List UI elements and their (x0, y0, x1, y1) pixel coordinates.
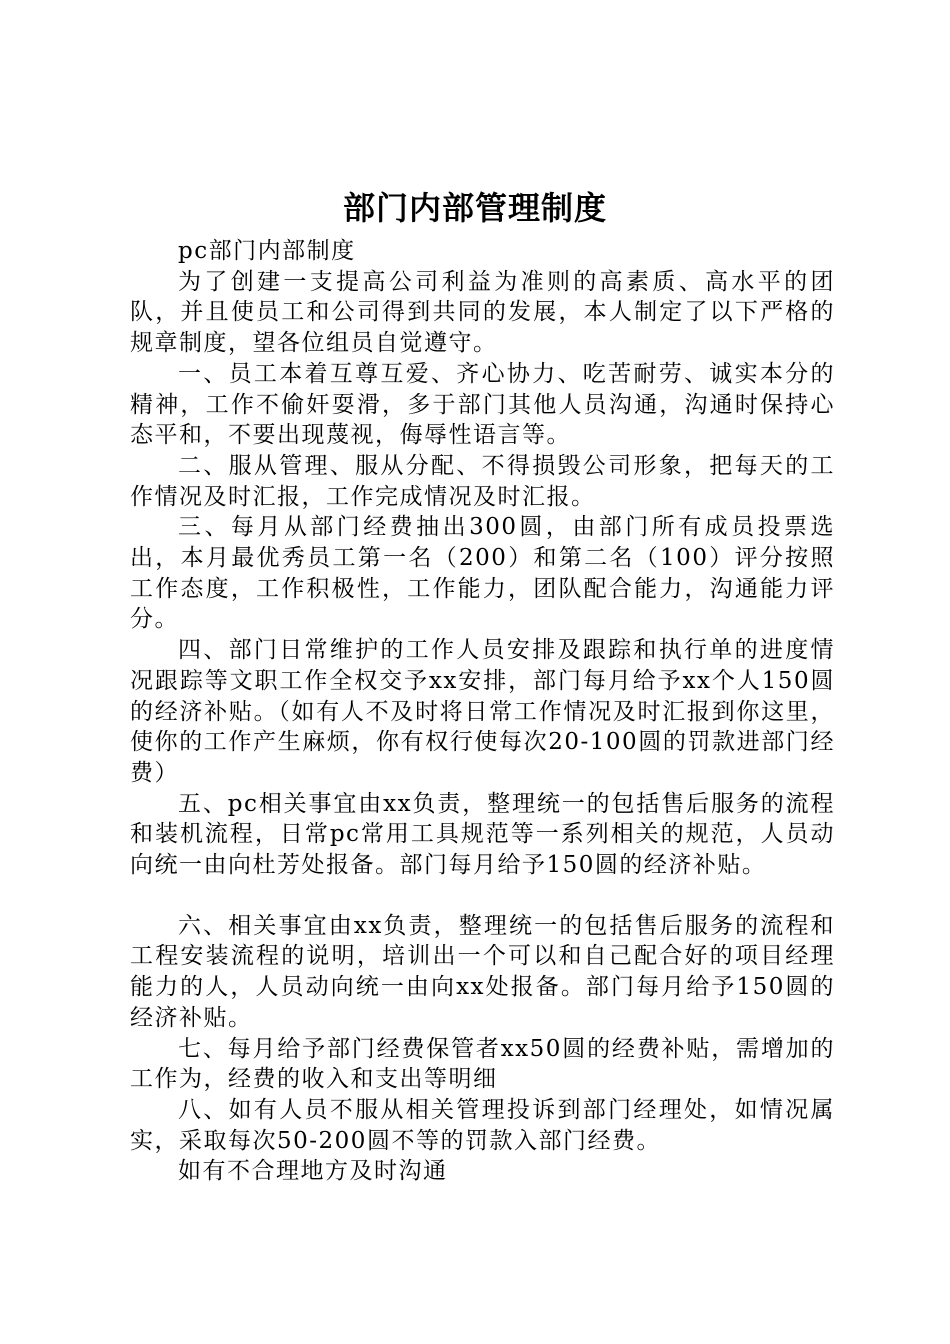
rule-8-paragraph: 八、如有人员不服从相关管理投诉到部门经理处，如情况属实，采取每次50-200圆不等的罚款入部门经费。 (130, 1096, 835, 1154)
closing-paragraph: 如有不合理地方及时沟通 (178, 1158, 448, 1185)
rule-7-paragraph: 七、每月给予部门经费保管者xx50圆的经费补贴，需增加的工作为，经费的收入和支出等明细 (130, 1035, 835, 1093)
rule-4-paragraph: 四、部门日常维护的工作人员安排及跟踪和执行单的进度情况跟踪等文职工作全权交予xx安排，部门每月给予xx个人150圆的经济补贴。（如有人不及时将日常工作情况及时汇报到你这里，使你的工作产生麻烦，你有权行使每次20-100圆的罚款进部门经费） (130, 637, 835, 786)
rule-2-paragraph: 二、服从管理、服从分配、不得损毁公司形象，把每天的工作情况及时汇报，工作完成情况及时汇报。 (130, 452, 835, 510)
rule-6-paragraph: 六、相关事宜由xx负责，整理统一的包括售后服务的流程和工程安装流程的说明，培训出一个可以和自己配合好的项目经理能力的人，人员动向统一由向xx处报备。部门每月给予150圆的经济补贴。 (130, 912, 835, 1031)
document-title: 部门内部管理制度 (342, 189, 607, 227)
rule-3-paragraph: 三、每月从部门经费抽出300圆，由部门所有成员投票选出，本月最优秀员工第一名（200）和第二名（100）评分按照工作态度，工作积极性，工作能力，团队配合能力，沟通能力评分。 (130, 514, 835, 633)
subtitle-paragraph: pc部门内部制度 (178, 238, 356, 264)
document-body (130, 236, 835, 1187)
rule-1-paragraph: 一、员工本着互尊互爱、齐心协力、吃苦耐劳、诚实本分的精神，工作不偷奸耍滑，多于部门其他人员沟通，沟通时保持心态平和，不要出现蔑视，侮辱性语言等。 (130, 360, 835, 449)
rule-5-paragraph: 五、pc相关事宜由xx负责，整理统一的包括售后服务的流程和装机流程，日常pc常用工具规范等一系列相关的规范，人员动向统一由向杜芳处报备。部门每月给予150圆的经济补贴。 (130, 790, 835, 879)
intro-paragraph: 为了创建一支提高公司利益为准则的高素质、高水平的团队，并且使员工和公司得到共同的发展，本人制定了以下严格的规章制度，望各位组员自觉遵守。 (130, 268, 835, 357)
